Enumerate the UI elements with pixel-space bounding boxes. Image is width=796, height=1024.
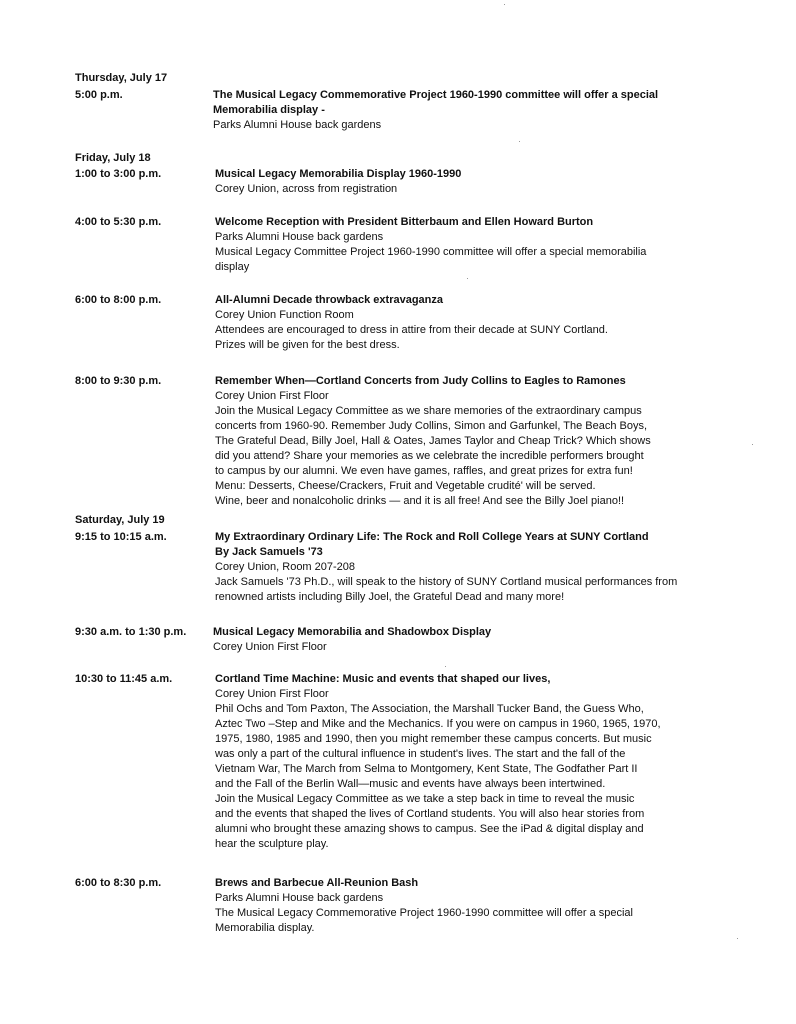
scan-speck [504, 4, 505, 5]
event-body [215, 876, 775, 936]
event-description: Prizes will be given for the best dress. [215, 339, 400, 351]
scan-speck [752, 444, 753, 445]
event-description: was only a part of the cultural influence in student's lives. The start and the fall of the [215, 748, 626, 760]
event-description: Phil Ochs and Tom Paxton, The Association, the Marshall Tucker Band, the Guess Who, [215, 703, 644, 715]
event-menu: Menu: Desserts, Cheese/Crackers, Fruit and Vegetable crudité' will be served. [215, 480, 596, 492]
event-time: 6:00 to 8:30 p.m. [75, 877, 162, 889]
event-description: alumni who brought these amazing shows to campus. See the iPad & digital display and [215, 823, 644, 835]
event-body [215, 215, 775, 275]
event-speaker: By Jack Samuels '73 [215, 546, 323, 558]
event-location: Corey Union, across from registration [215, 183, 398, 195]
event-title: Memorabilia display - [213, 104, 325, 116]
scan-speck [519, 141, 520, 142]
event-body [215, 672, 775, 852]
event-description: Memorabilia display. [215, 922, 315, 934]
event-title: Brews and Barbecue All-Reunion Bash [215, 877, 419, 889]
event-title: All-Alumni Decade throwback extravaganza [215, 294, 444, 306]
scan-speck [445, 666, 446, 667]
event-location: Corey Union First Floor [213, 641, 327, 653]
event-title: The Musical Legacy Commemorative Project 1960-1990 committee will offer a special [213, 89, 659, 101]
event-time: 6:00 to 8:00 p.m. [75, 294, 162, 306]
event-location: Corey Union First Floor [215, 688, 329, 700]
event-time: 9:15 to 10:15 a.m. [75, 531, 167, 543]
event-body [215, 167, 775, 197]
event-description: Wine, beer and nonalcoholic drinks — and it is all free! And see the Billy Joel piano!! [215, 495, 625, 507]
event-title: Cortland Time Machine: Music and events that shaped our lives, [215, 673, 551, 685]
event-description: 1975, 1980, 1985 and 1990, then you might remember these campus concerts. But music [215, 733, 652, 745]
event-description: and the Fall of the Berlin Wall—music and events have always been intertwined. [215, 778, 606, 790]
event-description: The Grateful Dead, Billy Joel, Hall & Oates, James Taylor and Cheap Trick? Which shows [215, 435, 651, 447]
event-body [215, 374, 775, 509]
day-header-friday: Friday, July 18 [75, 152, 151, 164]
event-location: Corey Union Function Room [215, 309, 354, 321]
event-body [213, 88, 773, 133]
day-header-saturday: Saturday, July 19 [75, 514, 165, 526]
day-header-thursday: Thursday, July 17 [75, 72, 168, 84]
event-time: 5:00 p.m. [75, 89, 123, 101]
event-title: My Extraordinary Ordinary Life: The Rock and Roll College Years at SUNY Cortland [215, 531, 649, 543]
event-description: concerts from 1960-90. Remember Judy Collins, Simon and Garfunkel, The Beach Boys, [215, 420, 648, 432]
event-time: 1:00 to 3:00 p.m. [75, 168, 162, 180]
event-description: Aztec Two –Step and Mike and the Mechanics. If you were on campus in 1960, 1965, 1970, [215, 718, 661, 730]
event-description: hear the sculpture play. [215, 838, 329, 850]
event-time: 9:30 a.m. to 1:30 p.m. [75, 626, 187, 638]
event-body [215, 293, 775, 353]
event-description: and the events that shaped the lives of Cortland students. You will also hear stories from [215, 808, 645, 820]
event-title: Remember When—Cortland Concerts from Judy Collins to Eagles to Ramones [215, 375, 626, 387]
event-description: The Musical Legacy Commemorative Project 1960-1990 committee will offer a special [215, 907, 633, 919]
event-title: Welcome Reception with President Bitterbaum and Ellen Howard Burton [215, 216, 594, 228]
event-description: Join the Musical Legacy Committee as we share memories of the extraordinary campus [215, 405, 642, 417]
event-description: to campus by our alumni. We even have games, raffles, and great prizes for extra fun! [215, 465, 633, 477]
event-body [213, 625, 773, 655]
event-location: Parks Alumni House back gardens [215, 231, 384, 243]
event-body [215, 530, 775, 605]
event-description: Jack Samuels '73 Ph.D., will speak to the history of SUNY Cortland musical performances from [215, 576, 678, 588]
scan-speck [737, 938, 738, 939]
event-description: renowned artists including Billy Joel, the Grateful Dead and many more! [215, 591, 565, 603]
event-title: Musical Legacy Memorabilia Display 1960-1990 [215, 168, 462, 180]
event-location: Parks Alumni House back gardens [213, 119, 382, 131]
event-description: Attendees are encouraged to dress in attire from their decade at SUNY Cortland. [215, 324, 608, 336]
event-location: Corey Union First Floor [215, 390, 329, 402]
event-location: Parks Alumni House back gardens [215, 892, 384, 904]
event-description: Vietnam War, The March from Selma to Montgomery, Kent State, The Godfather Part II [215, 763, 638, 775]
event-description: Join the Musical Legacy Committee as we take a step back in time to reveal the music [215, 793, 635, 805]
event-description: did you attend? Share your memories as we celebrate the incredible performers brought [215, 450, 644, 462]
event-time: 4:00 to 5:30 p.m. [75, 216, 162, 228]
event-description: display [215, 261, 250, 273]
event-time: 8:00 to 9:30 p.m. [75, 375, 162, 387]
scan-speck [467, 278, 468, 279]
event-location: Corey Union, Room 207-208 [215, 561, 356, 573]
event-title: Musical Legacy Memorabilia and Shadowbox Display [213, 626, 492, 638]
event-time: 10:30 to 11:45 a.m. [75, 673, 173, 685]
event-description: Musical Legacy Committee Project 1960-1990 committee will offer a special memorabilia [215, 246, 647, 258]
